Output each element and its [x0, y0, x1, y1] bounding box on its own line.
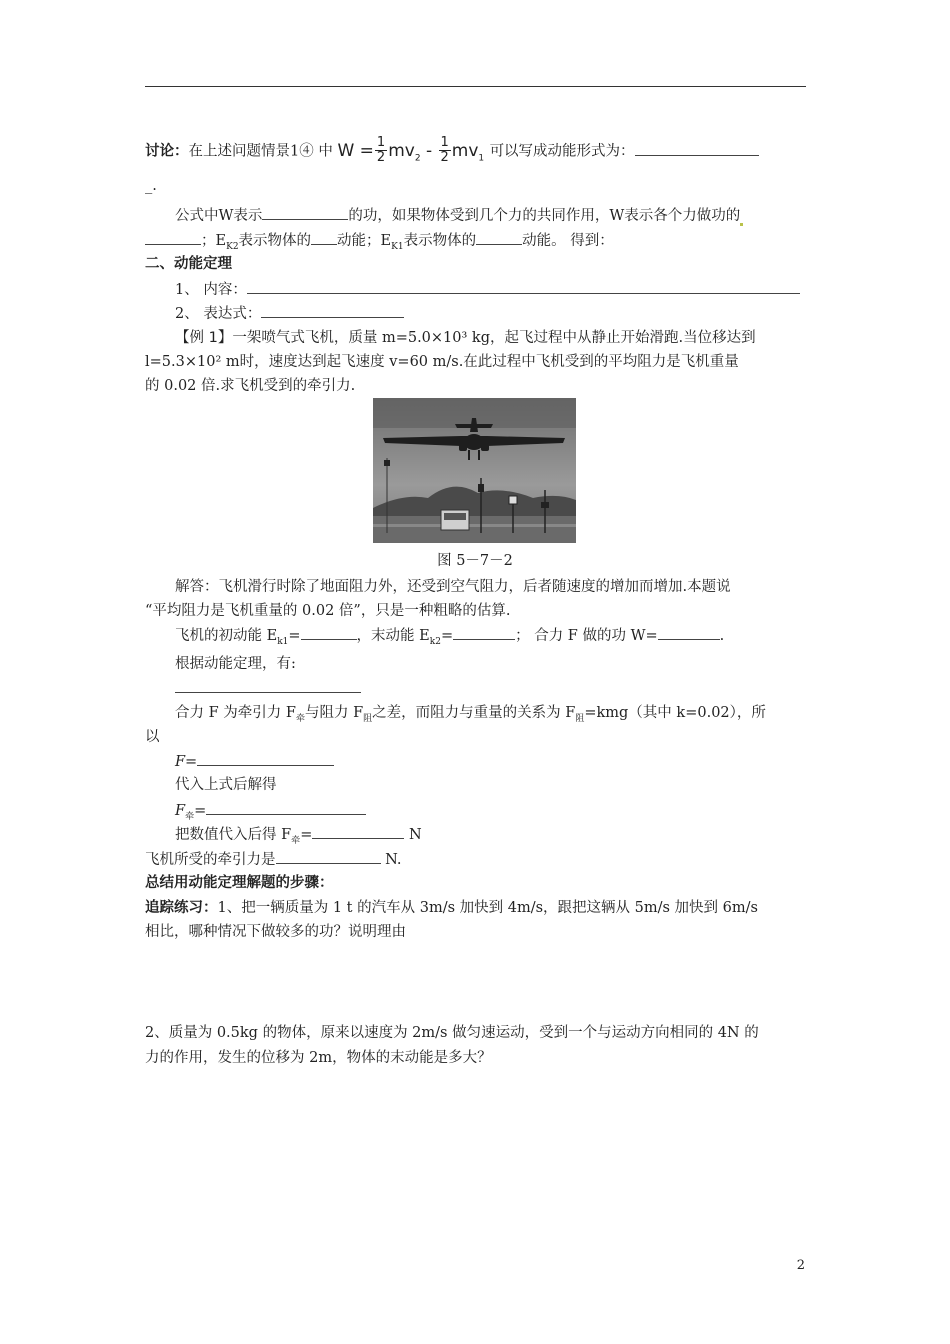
- formula-meaning-line2: ；$E_{K2}$表示物体的 动能；$E_{K1}$表示物体的 动能。 得到：: [145, 230, 614, 257]
- practice-q1-line1: 追踪练习：1、把一辆质量为 1 t 的汽车从 3m/s 加快到 4m/s，跟把这辆从 5m/s 加快到 6m/s: [145, 900, 758, 916]
- ek1-blank[interactable]: [476, 230, 522, 245]
- practice-q2-line1: 2、质量为 0.5kg 的物体，原来以速度为 2m/s 做匀速运动，受到一个与运动方向相同的 4N 的: [145, 1025, 759, 1041]
- solution-line8: 代入上式后解得: [175, 777, 277, 793]
- summary-title: 总结用动能定理解题的步骤：: [145, 875, 334, 891]
- content-line: 1、 内容：: [175, 279, 800, 300]
- solution-line10: 把数值代入后得 $F_牵= N$: [175, 824, 422, 851]
- traction-answer-blank[interactable]: [276, 849, 381, 864]
- f-blank[interactable]: [197, 751, 334, 766]
- kinetic-form-blank[interactable]: [635, 141, 759, 156]
- expression-line: 2、 表达式：: [175, 303, 404, 324]
- solution-line1: 解答：飞机滑行时除了地面阻力外，还受到空气阻力，后者随速度的增加而增加.本题说: [175, 579, 731, 595]
- w-meaning-blank[interactable]: [262, 205, 348, 220]
- sum-blank[interactable]: [145, 230, 201, 245]
- practice-q2-line2: 力的作用，发生的位移为 2m，物体的末动能是多大？: [145, 1050, 492, 1066]
- header-rule: [145, 86, 806, 87]
- expression-blank[interactable]: [261, 303, 404, 318]
- theorem-equation-blank[interactable]: [175, 678, 361, 693]
- ek2-value-blank[interactable]: [453, 625, 515, 640]
- example1-line1: 【例 1】一架喷气式飞机，质量 m=5.0×10³ kg，起飞过程中从静止开始滑跑.当位移达到: [175, 330, 756, 346]
- discussion-label: 讨论：: [145, 143, 189, 160]
- solution-line2: “平均阻力是飞机重量的 0.02 倍”，只是一种粗略的估算.: [145, 603, 511, 619]
- figure-caption: 图 5－7－2: [437, 553, 513, 569]
- page-number: 2: [796, 1258, 805, 1273]
- ek1-value-blank[interactable]: [301, 625, 357, 640]
- formula-meaning-line1: 公式中W表示 的功，如果物体受到几个力的共同作用，W表示各个力做功的: [175, 205, 743, 226]
- solution-line11: 飞机所受的牵引力是 N.: [145, 849, 401, 870]
- section-title: 二、动能定理: [145, 256, 232, 272]
- discussion-tail: _.: [145, 178, 157, 194]
- solution-line9: $F_牵=$: [175, 800, 366, 827]
- work-formula: W = $\frac{1}{2}$ $mv_2$ - $\frac{1}{2}$ $mv_1$: [337, 135, 485, 165]
- ek2-blank[interactable]: [311, 230, 337, 245]
- practice-q1-line2: 相比，哪种情况下做较多的功？说明理由: [145, 924, 406, 940]
- solution-line5: 合力 F 为牵引力 $F_牵$与阻力 $F_阻$之差，而阻力与重量的关系为 $F_阻=kmg$（其中 k=0.02），所: [175, 705, 766, 724]
- solution-line3: 飞机的初动能 $E_{k1}=$ ，末动能 $E_{k2}=$ ； 合力 F 做的功 W= .: [175, 625, 724, 652]
- work-value-blank[interactable]: [658, 625, 720, 640]
- content-blank[interactable]: [247, 279, 800, 294]
- theorem-blank-row: [175, 678, 361, 699]
- example1-line3: 的 0.02 倍.求飞机受到的牵引力.: [145, 378, 356, 394]
- solution-line6: 以: [145, 729, 160, 745]
- airplane-photo: [373, 398, 576, 543]
- f-value-blank[interactable]: [312, 824, 404, 839]
- solution-line4: 根据动能定理，有:: [175, 656, 296, 672]
- solution-line7: F=: [175, 751, 334, 772]
- f-traction-blank[interactable]: [206, 800, 366, 815]
- example1-line2: l=5.3×10² m时，速度达到起飞速度 v=60 m/s.在此过程中飞机受到的平均阻力是飞机重量: [145, 354, 739, 370]
- discussion-line: 讨论：在上述问题情景1④ 中 W = $\frac{1}{2}$ $mv_2$ - $\frac{1}{2}$ $mv_1$ 可以写成动能形式为：: [145, 136, 759, 168]
